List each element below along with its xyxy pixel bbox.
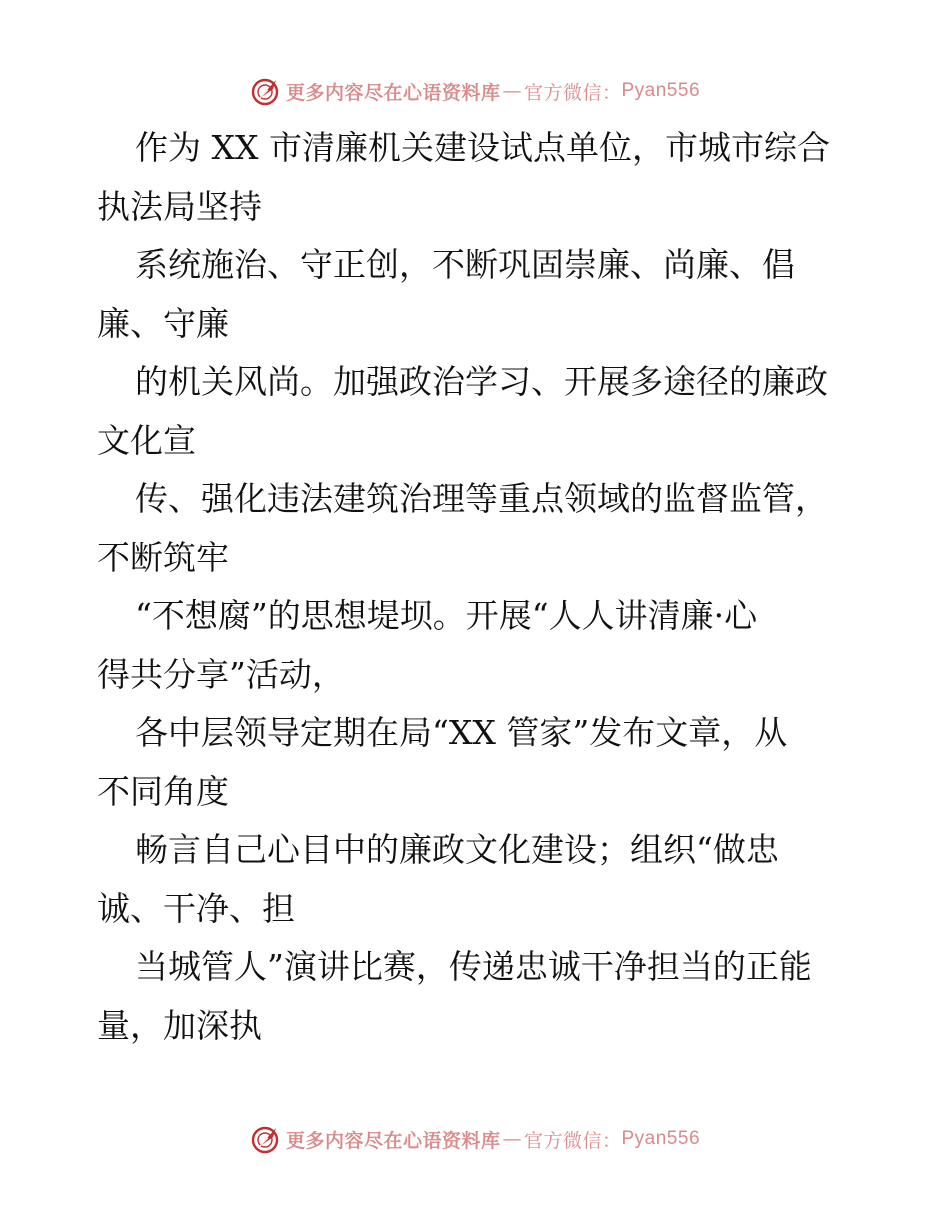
- watermark-text: 更多内容尽在心语资料库: [285, 81, 501, 104]
- watermark-wechat-label: 官方微信：: [523, 1129, 622, 1152]
- paragraph-line: “不想腐”的思想堤坝。开展“人人讲清廉·心: [135, 596, 758, 635]
- paragraph-line: 传、强化违法建筑治理等重点领域的监督监管，: [135, 479, 828, 518]
- watermark-wechat-id: Pyan556: [621, 1128, 701, 1149]
- paragraph-line-wrap: 诚、干净、担: [97, 888, 295, 928]
- watermark-wechat-id: Pyan556: [621, 80, 701, 101]
- footer-watermark: [0, 1119, 950, 1159]
- document-body: [97, 119, 867, 1055]
- paragraph-line-wrap: 廉、守廉: [97, 303, 229, 343]
- quill-logo-icon: [250, 1123, 282, 1155]
- paragraph-line: 当城管人”演讲比赛，传递忠诚干净担当的正能: [135, 947, 812, 986]
- paragraph-line: 各中层领导定期在局“XX 管家”发布文章，从: [135, 713, 788, 752]
- header-watermark: [0, 71, 950, 111]
- watermark-text: 更多内容尽在心语资料库: [285, 1129, 501, 1152]
- watermark-separator: —: [502, 1128, 522, 1150]
- watermark-separator: —: [502, 80, 522, 102]
- quill-logo-icon: [250, 75, 282, 107]
- paragraph-line-wrap: 不同角度: [97, 771, 229, 811]
- paragraph-line: 作为 XX 市清廉机关建设试点单位，市城市综合: [135, 128, 830, 167]
- paragraph-line-wrap: 不断筑牢: [97, 537, 229, 577]
- paragraph-line-wrap: 执法局坚持: [97, 186, 262, 226]
- watermark-wechat-label: 官方微信：: [523, 81, 622, 104]
- paragraph-line: 的机关风尚。加强政治学习、开展多途径的廉政: [135, 362, 828, 401]
- paragraph-line: 畅言自己心目中的廉政文化建设；组织“做忠: [135, 830, 779, 869]
- paragraph-line: 系统施治、守正创，不断巩固崇廉、尚廉、倡: [135, 245, 795, 284]
- paragraph-line-wrap: 量，加深执: [97, 1005, 262, 1045]
- paragraph-line-wrap: 文化宣: [97, 420, 196, 460]
- paragraph-line-wrap: 得共分享”活动，: [97, 654, 345, 694]
